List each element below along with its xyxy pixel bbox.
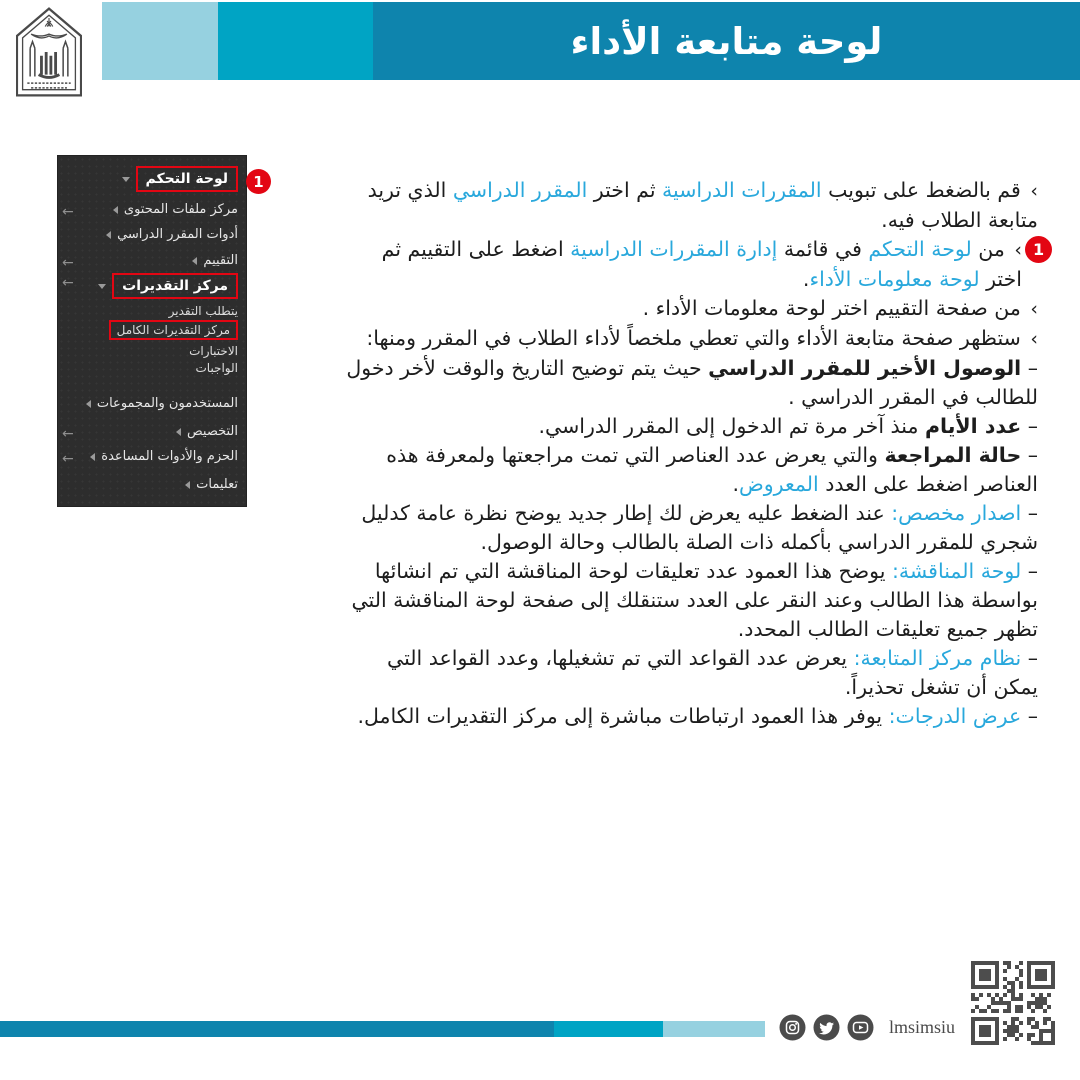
highlighted-term: نظام مركز المتابعة: [853, 646, 1022, 670]
red-highlight-box [136, 166, 238, 192]
hide-menu-arrow-icon[interactable]: ← [62, 255, 74, 271]
instruction-paragraph [343, 176, 1038, 235]
triangle-left-icon[interactable] [113, 206, 118, 214]
footer-bar-mid [554, 1021, 663, 1037]
text-segment: في قائمة [777, 237, 869, 261]
sidebar-item-label: تعليمات [196, 477, 238, 492]
qr-code [971, 961, 1055, 1049]
highlighted-term: لوحة المناقشة: [891, 559, 1022, 583]
red-highlight-box [112, 273, 238, 299]
sidebar-item-label: الحزم والأدوات المساعدة [101, 449, 238, 464]
sidebar-item[interactable] [189, 344, 238, 358]
red-highlight-box [109, 320, 238, 340]
triangle-left-icon[interactable] [106, 231, 111, 239]
course-menu-sidebar [57, 155, 247, 507]
sidebar-item-label: مركز التقديرات [122, 278, 228, 294]
triangle-down-icon[interactable] [122, 177, 130, 182]
text-segment: . [802, 267, 810, 291]
instruction-paragraph [343, 499, 1038, 557]
twitter-icon[interactable] [813, 1014, 840, 1041]
highlighted-term: اصدار مخصص: [891, 501, 1022, 525]
hide-menu-arrow-icon[interactable]: ← [62, 451, 74, 467]
text-segment: – [1021, 414, 1038, 438]
account-handle: lmsimsiu [889, 1017, 956, 1037]
highlighted-term: عرض الدرجات: [888, 704, 1022, 728]
triangle-left-icon[interactable] [90, 453, 95, 461]
instruction-paragraph [343, 294, 1038, 324]
triangle-left-icon[interactable] [192, 257, 197, 265]
chevron-bullet-icon: ‹ [1030, 328, 1038, 350]
hide-menu-arrow-icon[interactable]: ← [62, 426, 74, 442]
sidebar-item-label: أدوات المقرر الدراسي [117, 227, 238, 242]
text-segment: – [1021, 356, 1038, 380]
text-segment: يوضح هذا العمود عدد تعليقات لوحة المناقشة التي تم انشائها بواسطة هذا الطالب وعند النقر على العدد ستنقلك إلى صفحة لوحة المناقشة التي تظهر جميع تعليقات الطالب المحدد. [351, 559, 1038, 641]
sidebar-item[interactable] [86, 396, 238, 411]
text-segment: يعرض عدد القواعد التي تم تشغيلها، وعدد القواعد التي يمكن أن تشغل تحذيراً. [387, 646, 1038, 699]
text-segment: – [1021, 704, 1038, 728]
text-segment: الوصول الأخير للمقرر الدراسي [708, 356, 1022, 380]
sidebar-item[interactable] [195, 361, 238, 375]
step-1-badge: 1 [1025, 236, 1052, 263]
sidebar-item-label: المستخدمون والمجموعات [96, 396, 238, 411]
text-segment: الذي تريد متابعة الطلاب فيه. [367, 178, 1038, 232]
text-segment: حالة المراجعة [884, 443, 1022, 467]
hide-menu-arrow-icon[interactable]: ← [62, 204, 74, 220]
social-links [779, 1014, 955, 1041]
text-segment: . [732, 472, 739, 496]
sidebar-item[interactable] [106, 227, 238, 242]
highlighted-term: المعروض [738, 472, 819, 496]
sidebar-item[interactable] [90, 449, 238, 464]
sidebar-item[interactable] [98, 273, 238, 299]
sidebar-item[interactable] [122, 166, 238, 192]
text-segment: عند الضغط عليه يعرض لك إطار جديد يوضح نظرة عامة كدليل شجري للمقرر الدراسي بأكمله ذات الصلة بالطالب وحالة الوصول. [361, 501, 1038, 554]
hide-menu-arrow-icon[interactable]: ← [62, 275, 74, 291]
sidebar-item-label: الاختبارات [189, 344, 238, 358]
header-title-bar [373, 2, 1080, 80]
text-segment: يوفر هذا العمود ارتباطات مباشرة إلى مركز التقديرات الكامل. [357, 704, 889, 728]
sidebar-item[interactable] [109, 320, 238, 340]
sidebar-item-label: التخصيص [186, 424, 238, 439]
text-segment: ثم اختر [587, 178, 663, 202]
triangle-down-icon[interactable] [98, 284, 106, 289]
instruction-paragraph [343, 441, 1038, 499]
sidebar-item-label: لوحة التحكم [145, 171, 228, 187]
sidebar-item[interactable] [113, 202, 238, 217]
chevron-bullet-icon: ‹ [1030, 180, 1038, 202]
text-segment: من [971, 237, 1005, 261]
triangle-left-icon[interactable] [176, 428, 181, 436]
instruction-paragraph [343, 702, 1038, 731]
triangle-left-icon[interactable] [86, 400, 91, 408]
youtube-icon[interactable] [847, 1014, 874, 1041]
header-accent-mid [218, 2, 373, 80]
highlighted-term: لوحة معلومات الأداء [809, 267, 980, 291]
chevron-bullet-icon: ‹ [1030, 298, 1038, 320]
text-segment: اضغط على التقييم ثم اختر [381, 237, 1022, 291]
instruction-paragraph [343, 557, 1038, 644]
step-1-badge: 1 [246, 169, 271, 194]
triangle-left-icon[interactable] [185, 481, 190, 489]
sidebar-item[interactable] [169, 304, 238, 318]
highlighted-term: لوحة التحكم [868, 237, 972, 261]
sidebar-item-label: التقييم [203, 253, 238, 268]
footer-bar-dark [0, 1021, 554, 1037]
instruction-paragraph [343, 235, 1045, 294]
chevron-bullet-icon: ‹ [1014, 239, 1022, 261]
instructions-text [343, 176, 1045, 731]
text-segment: عدد الأيام [925, 414, 1022, 438]
text-segment: قم بالضغط على تبويب [821, 178, 1021, 202]
instagram-icon[interactable] [779, 1014, 806, 1041]
page-title: لوحة متابعة الأداء [570, 19, 883, 63]
instruction-paragraph [343, 412, 1038, 441]
text-segment: – [1021, 646, 1038, 670]
highlighted-term: المقرر الدراسي [452, 178, 588, 202]
sidebar-item-label: مركز التقديرات الكامل [116, 323, 230, 337]
sidebar-item[interactable] [192, 253, 238, 268]
sidebar-item[interactable] [176, 424, 238, 439]
text-segment: – [1021, 443, 1038, 467]
sidebar-item-label: يتطلب التقدير [168, 304, 238, 318]
highlighted-term: إدارة المقررات الدراسية [570, 237, 778, 261]
header-accent-light [102, 2, 218, 80]
instruction-paragraph [343, 324, 1038, 354]
text-segment: – [1021, 501, 1038, 525]
sidebar-item-label: مركز ملفات المحتوى [123, 202, 238, 217]
instruction-paragraph [343, 354, 1038, 412]
university-logo [16, 6, 82, 98]
text-segment: من صفحة التقييم اختر لوحة معلومات الأداء . [642, 296, 1021, 320]
sidebar-item-label: الواجبات [195, 361, 238, 375]
text-segment: حيث يتم توضيح التاريخ والوقت لأخر دخول للطالب في المقرر الدراسي . [346, 356, 1038, 409]
text-segment: والتي يعرض عدد العناصر التي تمت مراجعتها ولمعرفة هذه العناصر اضغط على العدد [386, 443, 1038, 496]
text-segment: ستظهر صفحة متابعة الأداء والتي تعطي ملخصاً لأداء الطلاب في المقرر ومنها: [366, 326, 1021, 350]
footer-bar-light [663, 1021, 765, 1037]
sidebar-item[interactable] [185, 477, 238, 492]
text-segment: – [1021, 559, 1038, 583]
text-segment: منذ آخر مرة تم الدخول إلى المقرر الدراسي. [538, 414, 925, 438]
highlighted-term: المقررات الدراسية [662, 178, 822, 202]
instruction-paragraph [343, 644, 1038, 702]
